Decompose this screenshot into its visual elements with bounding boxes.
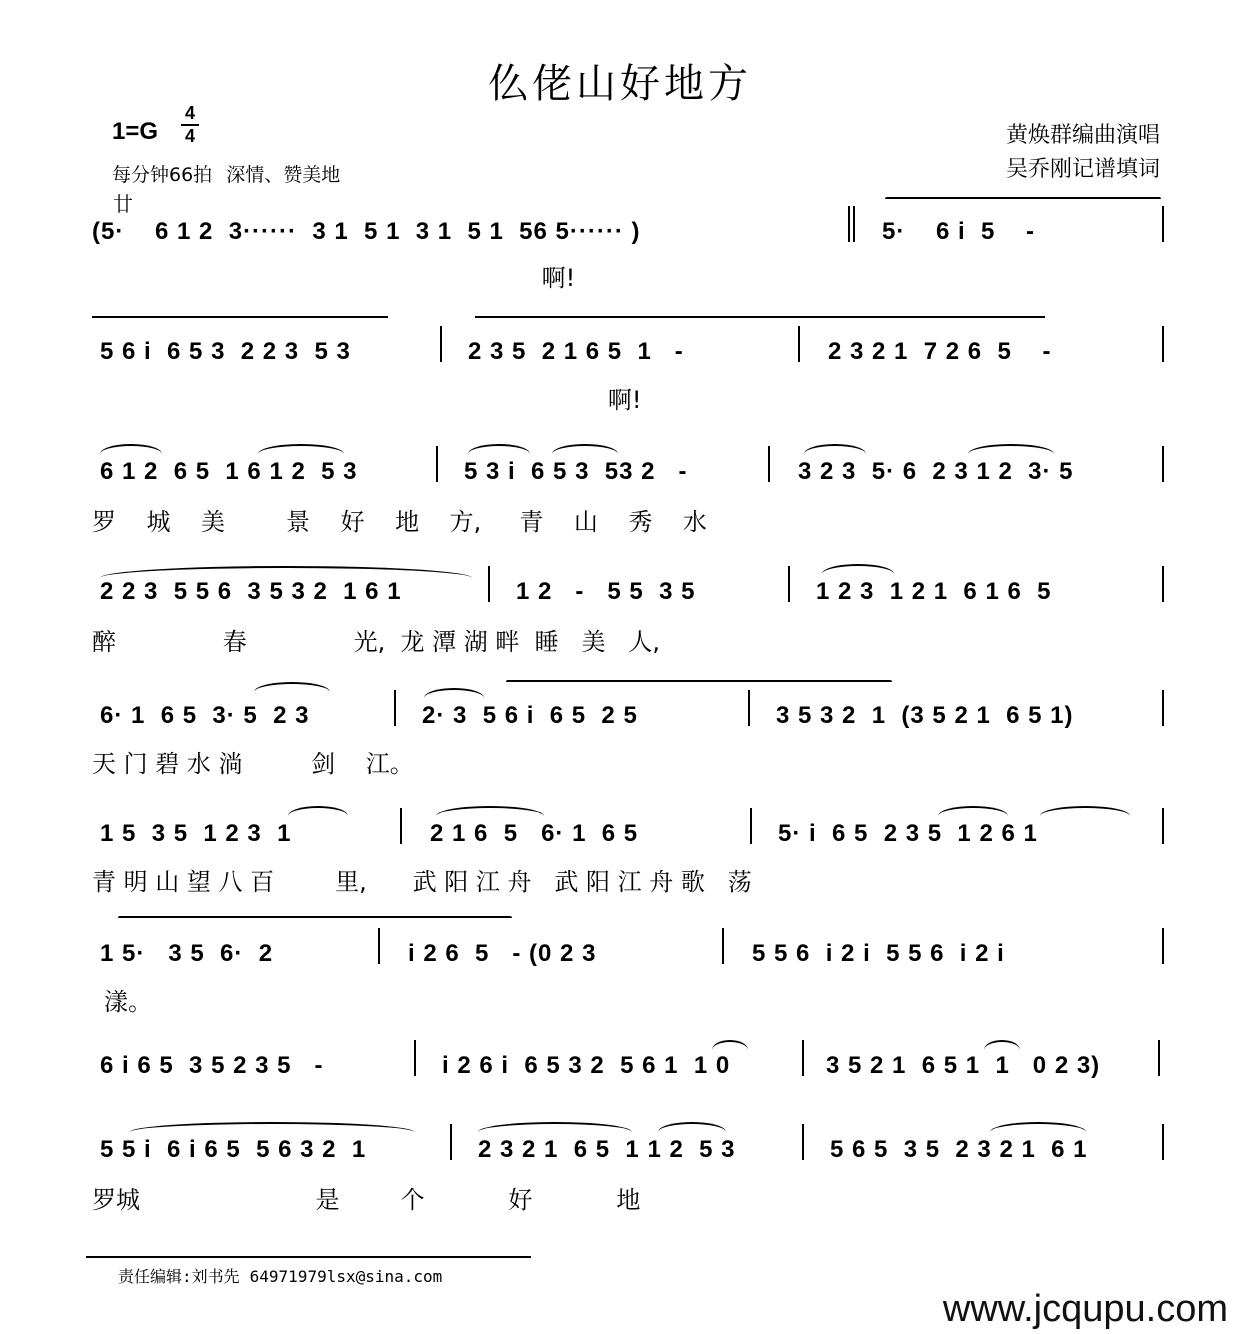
- slur: [1040, 806, 1130, 816]
- footer-divider: [86, 1256, 531, 1258]
- phrase-slur: [92, 316, 388, 318]
- barline: [1162, 690, 1164, 726]
- slur: [130, 1122, 414, 1132]
- barline: [788, 566, 790, 602]
- notes-measure: i 2 6 5 - (0 2 3: [408, 940, 597, 967]
- notes-measure: 2 3 2 1 7 2 6 5 -: [828, 338, 1052, 365]
- slur: [288, 806, 348, 816]
- notes-measure: 5 6 i 6 5 3 2 2 3 5 3: [100, 338, 351, 365]
- slur: [968, 444, 1054, 454]
- barline: [750, 808, 752, 844]
- phrase-slur: [885, 197, 1161, 199]
- barline: [1162, 326, 1164, 362]
- barline: [400, 808, 402, 844]
- notes-intro: (5· 6 1 2 3······ 3 1 5 1 3 1 5 1 56 5······ ): [92, 218, 641, 245]
- barline: [414, 1040, 416, 1076]
- tempo-bpm: 每分钟66拍: [112, 164, 213, 186]
- barline: [848, 206, 850, 242]
- tempo-marking: [112, 160, 354, 187]
- lyrics-line: 啊!: [0, 264, 576, 292]
- barline: [802, 1040, 804, 1076]
- slur: [658, 1122, 726, 1132]
- composer-credit: 黄焕群编曲演唱: [1005, 123, 1160, 148]
- slur: [100, 444, 162, 454]
- phrase-slur: [118, 916, 512, 918]
- slur: [254, 682, 330, 692]
- barline: [440, 326, 442, 362]
- barline: [1162, 446, 1164, 482]
- barline: [798, 326, 800, 362]
- tie: [712, 1040, 748, 1050]
- notes-measure: 2 3 2 1 6 5 1 1 2 5 3: [478, 1136, 736, 1163]
- barline: [802, 1124, 804, 1160]
- notes-measure: 6 1 2 6 5 1 6 1 2 5 3: [100, 458, 358, 485]
- lyrics-line: 漾。: [104, 988, 152, 1016]
- transcriber-credit: 吴乔刚记谱填词: [1005, 157, 1160, 182]
- lyrics-line: 醉 春 光, 龙 潭 湖 畔 睡 美 人,: [92, 628, 661, 656]
- barline: [853, 206, 855, 242]
- free-tempo-mark: 廿: [113, 192, 133, 216]
- notes-measure: 2 2 3 5 5 6 3 5 3 2 1 6 1: [100, 578, 402, 605]
- notes-measure: 1 2 3 1 2 1 6 1 6 5: [816, 578, 1052, 605]
- barline: [1162, 928, 1164, 964]
- page-title: 仫佬山好地方: [488, 61, 752, 107]
- expression-text: 深情、赞美地: [226, 164, 341, 186]
- barline: [748, 690, 750, 726]
- barline: [436, 446, 438, 482]
- lyrics-line: 啊!: [440, 386, 642, 414]
- time-signature-top: 4: [184, 103, 195, 123]
- time-signature: [181, 104, 199, 146]
- slur: [990, 1122, 1086, 1132]
- barline: [488, 566, 490, 602]
- barline: [1162, 206, 1164, 242]
- lyrics-line: 青 明 山 望 八 百 里, 武 阳 江 舟 武 阳 江 舟 歌 荡: [92, 868, 752, 896]
- slur: [100, 566, 472, 578]
- slur: [478, 1122, 632, 1132]
- slur: [468, 444, 530, 454]
- barline: [1162, 566, 1164, 602]
- slur: [258, 444, 344, 454]
- notes-measure: 5 5 6 i 2 i 5 5 6 i 2 i: [752, 940, 1005, 967]
- notes-measure: 2 1 6 5 6· 1 6 5: [430, 820, 639, 847]
- barline: [1162, 808, 1164, 844]
- notes-measure: 5· i 6 5 2 3 5 1 2 6 1: [778, 820, 1038, 847]
- time-signature-bottom: 4: [184, 126, 195, 146]
- barline: [722, 928, 724, 964]
- notes-measure: 5 5 i 6 i 6 5 5 6 3 2 1: [100, 1136, 367, 1163]
- notes-measure: 3 5 2 1 6 5 1 1 0 2 3): [826, 1052, 1101, 1079]
- notes-measure: 6 i 6 5 3 5 2 3 5 -: [100, 1052, 324, 1079]
- notes-measure: 5 6 5 3 5 2 3 2 1 6 1: [830, 1136, 1088, 1163]
- notes-measure: 2· 3 5 6 i 6 5 2 5: [422, 702, 638, 729]
- notes-measure: 6· 1 6 5 3· 5 2 3: [100, 702, 310, 729]
- lyrics-line: 罗 城 美 景 好 地 方, 青 山 秀 水: [92, 508, 707, 536]
- phrase-slur: [475, 316, 1045, 318]
- notes-measure: 5· 6 i 5 -: [882, 218, 1036, 245]
- lyrics-line: 罗城 是 个 好 地: [92, 1186, 641, 1214]
- slur: [424, 688, 484, 698]
- notes-measure: 1 2 - 5 5 3 5: [516, 578, 696, 605]
- notes-measure: 3 2 3 5· 6 2 3 1 2 3· 5: [798, 458, 1074, 485]
- tie: [984, 1040, 1020, 1050]
- barline: [1162, 1124, 1164, 1160]
- notes-measure: 1 5 3 5 1 2 3 1: [100, 820, 292, 847]
- notes-measure: 1 5· 3 5 6· 2: [100, 940, 274, 967]
- slur: [436, 806, 544, 816]
- notes-measure: 3 5 3 2 1 (3 5 2 1 6 5 1): [776, 702, 1074, 729]
- notes-measure: 5 3 i 6 5 3 53 2 -: [464, 458, 688, 485]
- editor-email: 64971979lsx@sina.com: [249, 1267, 443, 1286]
- barline: [450, 1124, 452, 1160]
- editor-label: 责任编辑:刘书先: [118, 1267, 240, 1286]
- site-watermark: www.jcqupu.com: [942, 1288, 1228, 1330]
- barline: [394, 690, 396, 726]
- barline: [378, 928, 380, 964]
- notes-measure: i 2 6 i 6 5 3 2 5 6 1 1 0: [442, 1052, 731, 1079]
- barline: [768, 446, 770, 482]
- phrase-slur: [506, 680, 892, 682]
- slur: [552, 444, 618, 454]
- barline: [1158, 1040, 1160, 1076]
- key-signature: 1=G: [112, 118, 159, 145]
- lyrics-line: 天 门 碧 水 淌 剑 江。: [92, 750, 414, 778]
- slur: [938, 806, 1008, 816]
- slur: [822, 564, 894, 574]
- editor-credit: [118, 1264, 452, 1287]
- notes-measure: 2 3 5 2 1 6 5 1 -: [468, 338, 684, 365]
- slur: [804, 444, 866, 454]
